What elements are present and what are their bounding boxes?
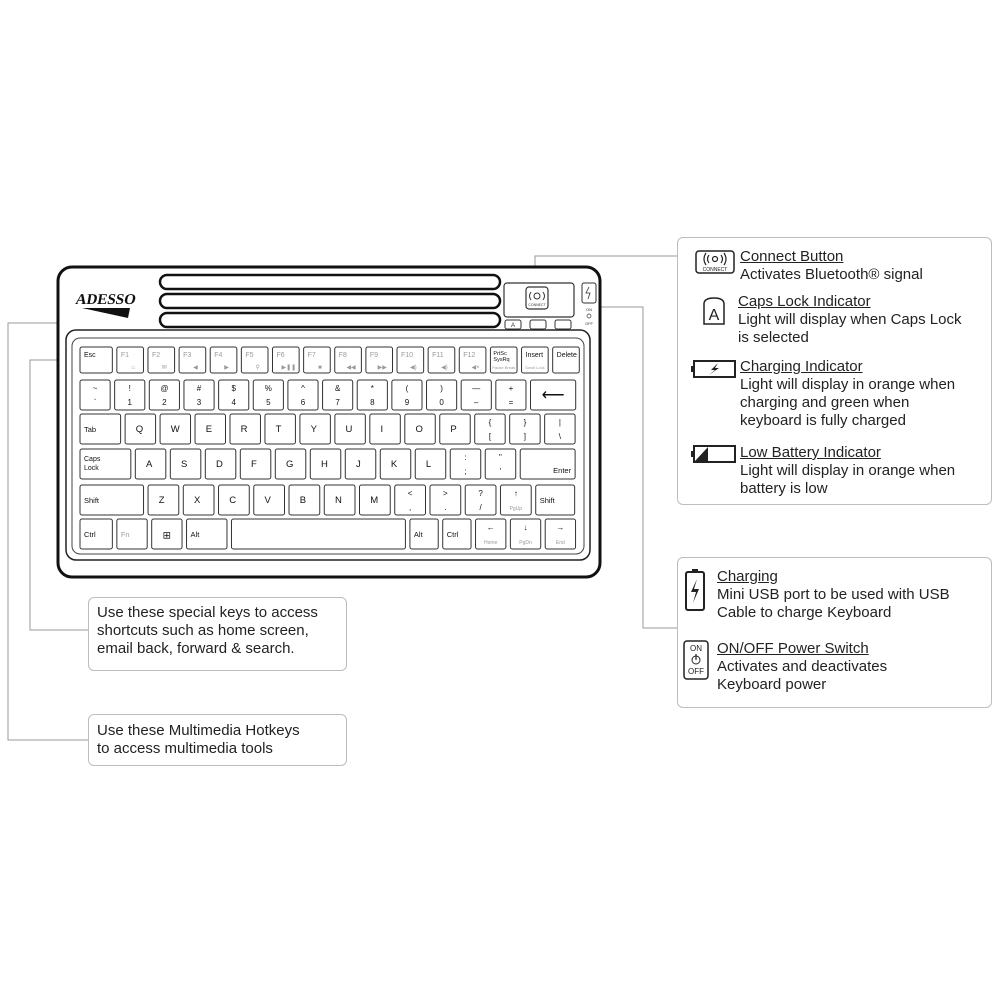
svg-text:A: A: [510, 323, 516, 329]
low-battery-icon: [691, 445, 737, 468]
special-keys-callout-box: [88, 597, 347, 671]
indicators-callout-box: [677, 237, 992, 505]
key[interactable]: [219, 485, 250, 515]
key-text: PgUp: [509, 506, 523, 512]
key[interactable]: [475, 414, 505, 444]
key-text: G: [285, 459, 294, 470]
key-text: S: [180, 459, 188, 470]
charging-port-item: [717, 568, 950, 622]
key-text: 4: [231, 398, 236, 407]
key-text: Lock: [84, 465, 99, 472]
key[interactable]: [410, 519, 438, 549]
key[interactable]: [219, 380, 249, 410]
low-battery-item: [740, 444, 955, 498]
key[interactable]: [427, 380, 457, 410]
key-text: H: [320, 459, 328, 470]
key-text: X: [194, 495, 201, 506]
key-text: F5: [245, 352, 254, 359]
key[interactable]: [152, 519, 182, 549]
key-text: /: [479, 503, 482, 512]
key[interactable]: [370, 414, 400, 444]
key-text: ✉: [161, 365, 167, 371]
key-cap: [117, 347, 144, 373]
key-text: <: [407, 489, 413, 498]
key[interactable]: [520, 449, 575, 479]
key-text: F3: [183, 352, 192, 359]
key[interactable]: [510, 519, 540, 549]
key-text: →: [556, 523, 565, 532]
key-text: ▶: [224, 365, 229, 371]
key[interactable]: [117, 519, 147, 549]
key[interactable]: [357, 380, 387, 410]
key-text: L: [425, 459, 432, 470]
key-text: ◀): [410, 365, 417, 371]
key[interactable]: [496, 380, 526, 410]
key-text: Delete: [556, 352, 577, 359]
key-text: U: [345, 424, 353, 435]
key-text: ^: [301, 384, 305, 393]
key[interactable]: [187, 519, 227, 549]
key-text: Z: [158, 495, 165, 506]
key[interactable]: [117, 347, 144, 373]
key-text: T: [275, 424, 282, 435]
key-text: ?: [478, 489, 483, 498]
key[interactable]: [80, 347, 112, 373]
key[interactable]: [205, 449, 235, 479]
key-text: Caps: [84, 456, 101, 463]
key-text: $: [231, 384, 236, 393]
key[interactable]: [536, 485, 575, 515]
key-text: 8: [370, 398, 375, 407]
key-text: B: [299, 495, 307, 506]
indicator-leds: [505, 320, 571, 329]
key-cap: [370, 414, 400, 444]
key-text: Alt: [413, 530, 423, 539]
special-keys-text-3: email back, forward & search.: [97, 640, 295, 657]
key-text: ]: [523, 432, 527, 441]
svg-text:CONNECT: CONNECT: [528, 303, 546, 307]
key[interactable]: [440, 414, 470, 444]
charging-indicator-desc-3: keyboard is fully charged: [740, 412, 906, 429]
key-text: P: [450, 424, 457, 435]
key[interactable]: [125, 414, 155, 444]
key[interactable]: [115, 380, 145, 410]
charging-battery-icon: [691, 360, 737, 383]
key-text: Alt: [190, 530, 200, 539]
key-text: V: [264, 495, 271, 506]
key[interactable]: [80, 380, 110, 410]
key-text: F12: [463, 352, 476, 359]
key-text: ◀×: [471, 365, 480, 371]
charging-indicator-item: [740, 358, 955, 430]
key[interactable]: [397, 347, 424, 373]
key-text: %: [264, 384, 272, 393]
key[interactable]: [545, 414, 575, 444]
key-text: 7: [335, 398, 340, 407]
key[interactable]: [345, 449, 375, 479]
key[interactable]: [241, 347, 268, 373]
key-text: ): [440, 384, 443, 393]
key[interactable]: [380, 449, 410, 479]
key[interactable]: [183, 485, 214, 515]
key-text: `: [93, 398, 97, 407]
key[interactable]: [461, 380, 491, 410]
key[interactable]: [170, 449, 200, 479]
key[interactable]: [289, 485, 320, 515]
caps-lock-icon: [702, 296, 726, 331]
key-text: ↑: [513, 489, 518, 498]
key[interactable]: [459, 347, 486, 373]
key-cap: [231, 519, 405, 549]
key-text: ■: [318, 365, 322, 371]
key-text: W: [170, 424, 180, 435]
key[interactable]: [545, 519, 575, 549]
key-text: #: [196, 384, 202, 393]
key[interactable]: [310, 449, 340, 479]
key[interactable]: [184, 380, 214, 410]
svg-text:CONNECT: CONNECT: [702, 267, 728, 273]
key[interactable]: [430, 485, 461, 515]
key-text: Esc: [84, 352, 96, 359]
key[interactable]: [149, 380, 179, 410]
key-text: F9: [369, 352, 379, 359]
key-text: N: [335, 495, 342, 506]
key-text: =: [508, 398, 514, 407]
key-text: ⊞: [162, 530, 172, 542]
multimedia-callout-box: [88, 714, 347, 766]
key[interactable]: [395, 485, 426, 515]
key-text: ;: [464, 467, 467, 476]
key-text: Tab: [84, 425, 97, 434]
key-text: ⚲: [255, 365, 260, 371]
key-text: ▶❚❚: [281, 365, 297, 371]
key[interactable]: [323, 380, 353, 410]
key-text: C: [229, 495, 237, 506]
key-text: Shift: [539, 496, 555, 505]
key[interactable]: [443, 519, 471, 549]
key[interactable]: [335, 347, 362, 373]
key[interactable]: [195, 414, 225, 444]
key[interactable]: [80, 449, 131, 479]
key-text: ↓: [523, 523, 528, 532]
key[interactable]: [254, 485, 285, 515]
key-text: ~: [92, 384, 98, 393]
key-text: SysRq: [493, 357, 510, 363]
device-stand-slots: [160, 275, 500, 327]
key-cap: [80, 347, 112, 373]
charging-port-desc-2: Cable to charge Keyboard: [717, 604, 892, 621]
key-text: J: [355, 459, 361, 470]
key-text: ◀: [193, 365, 198, 371]
svg-text:OFF: OFF: [585, 321, 593, 326]
key[interactable]: [500, 485, 531, 515]
key-text: .: [444, 503, 447, 512]
key-cap: [553, 347, 580, 373]
caps-lock-item: [738, 293, 961, 347]
key[interactable]: [300, 414, 330, 444]
key[interactable]: [135, 449, 165, 479]
key-text: *: [370, 384, 374, 393]
svg-text:ON: ON: [586, 307, 592, 312]
key-text: |: [558, 418, 561, 427]
key-text: R: [240, 424, 248, 435]
key-text: 5: [266, 398, 271, 407]
key[interactable]: [360, 485, 391, 515]
key-text: F2: [151, 352, 161, 359]
key-text: F11: [432, 352, 444, 359]
key[interactable]: [179, 347, 206, 373]
key-text: PrtSc: [493, 351, 507, 357]
key-text: 2: [162, 398, 167, 407]
special-keys-text-1: Use these special keys to access: [97, 604, 318, 621]
key-text: @: [160, 384, 169, 393]
key[interactable]: [335, 414, 365, 444]
key[interactable]: [490, 347, 517, 373]
charging-port-desc-1: Mini USB port to be used with USB: [717, 586, 950, 603]
key-text: F6: [276, 352, 285, 359]
key[interactable]: [265, 414, 295, 444]
key-text: 1: [127, 398, 132, 407]
key[interactable]: [392, 380, 422, 410]
key[interactable]: [230, 414, 260, 444]
key-text: 0: [439, 398, 444, 407]
key-text: I: [380, 424, 384, 435]
key-text: Y: [310, 424, 317, 435]
key[interactable]: [148, 347, 175, 373]
key-text: [: [488, 432, 492, 441]
key-cap: [80, 449, 131, 479]
key-text: ,: [408, 503, 412, 512]
key[interactable]: [288, 380, 318, 410]
multimedia-text-2: to access multimedia tools: [97, 740, 273, 757]
power-switch-desc-2: Keyboard power: [717, 676, 827, 693]
key[interactable]: [428, 347, 455, 373]
key-text: ▶▶: [377, 365, 387, 371]
special-keys-text-2: shortcuts such as home screen,: [97, 622, 309, 639]
multimedia-text-1: Use these Multimedia Hotkeys: [97, 722, 300, 739]
key-text: F7: [307, 352, 316, 359]
key-text: E: [205, 424, 213, 435]
caps-lock-desc-1: Light will display when Caps Lock: [738, 311, 962, 328]
svg-text:OFF: OFF: [688, 667, 704, 676]
key-text: F1: [120, 352, 130, 359]
key-text: F8: [338, 352, 347, 359]
key[interactable]: [366, 347, 393, 373]
connect-button[interactable]: [504, 283, 574, 317]
key-text: Insert: [525, 352, 544, 359]
key[interactable]: [485, 449, 515, 479]
key-text: Shift: [84, 496, 100, 505]
key-text: :: [464, 453, 467, 462]
key[interactable]: [530, 380, 575, 410]
key-text: 9: [404, 398, 410, 407]
key[interactable]: [231, 519, 405, 549]
key-text: F: [250, 459, 257, 470]
key-text: Enter: [553, 466, 572, 475]
key-text: 3: [196, 398, 202, 407]
key-text: +: [508, 384, 514, 393]
key[interactable]: [148, 485, 179, 515]
caps-lock-desc-2: is selected: [738, 329, 809, 346]
key[interactable]: [553, 347, 580, 373]
key[interactable]: [240, 449, 270, 479]
key-text: A: [145, 459, 153, 470]
key-text: F4: [214, 352, 223, 359]
key[interactable]: [272, 347, 299, 373]
key[interactable]: [80, 485, 144, 515]
key-text: ": [499, 453, 502, 462]
charging-port-title: Charging: [717, 568, 778, 585]
power-switch-desc-1: Activates and deactivates: [717, 658, 888, 675]
key-text: PgDn: [519, 540, 532, 546]
key-text: Ctrl: [446, 530, 459, 539]
key-text: Scroll Lock: [525, 365, 545, 370]
low-battery-desc-1: Light will display in orange when: [740, 462, 956, 479]
low-battery-desc-2: battery is low: [740, 480, 828, 497]
key[interactable]: [415, 449, 445, 479]
connect-icon: [695, 250, 735, 279]
key[interactable]: [405, 414, 435, 444]
key-text: O: [415, 424, 423, 435]
key[interactable]: [450, 449, 480, 479]
key[interactable]: [476, 519, 506, 549]
caps-lock-title: Caps Lock Indicator: [738, 293, 871, 310]
power-callout-box: [677, 557, 992, 708]
power-switch-title: ON/OFF Power Switch: [717, 640, 869, 657]
charging-indicator-title: Charging Indicator: [740, 358, 863, 375]
key-text: End: [555, 540, 565, 546]
connect-button-item: [740, 248, 923, 284]
charging-indicator-desc-2: charging and green when: [740, 394, 910, 411]
key-text: &: [334, 384, 341, 393]
charging-indicator-desc-1: Light will display in orange when: [740, 376, 956, 393]
svg-text:ADESSO: ADESSO: [74, 292, 138, 308]
key-text: ◀): [441, 365, 448, 371]
key-text: ◀◀: [346, 365, 356, 371]
svg-text:A: A: [708, 307, 720, 324]
key-text: ⟵: [541, 386, 565, 404]
key-text: ⌂: [131, 365, 135, 371]
key-text: M: [370, 495, 379, 506]
power-switch-item: [717, 640, 887, 694]
key-text: {: [488, 418, 492, 427]
key[interactable]: [275, 449, 305, 479]
key-text: Fn: [120, 530, 130, 539]
key[interactable]: [324, 485, 355, 515]
connect-button-desc: Activates Bluetooth® signal: [740, 266, 923, 283]
key-text: Pause Break: [492, 365, 516, 370]
key[interactable]: [80, 414, 121, 444]
connect-button-title: Connect Button: [740, 248, 844, 265]
key-text: 6: [300, 398, 306, 407]
key-text: >: [443, 489, 448, 498]
key-text: ←: [486, 523, 495, 532]
usb-charging-icon: [684, 568, 706, 617]
key-text: Ctrl: [84, 530, 96, 539]
key-text: Home: [484, 540, 498, 546]
key-cap: [304, 347, 331, 373]
key[interactable]: [522, 347, 549, 373]
key[interactable]: [304, 347, 331, 373]
key-text: (: [405, 384, 409, 393]
key-text: ': [499, 467, 502, 476]
key[interactable]: [253, 380, 283, 410]
key-text: F10: [401, 352, 414, 359]
key-text: Q: [135, 424, 144, 435]
key[interactable]: [160, 414, 190, 444]
key-text: –: [474, 398, 479, 407]
key-text: D: [215, 459, 223, 470]
key-text: !: [128, 384, 131, 393]
key[interactable]: [510, 414, 540, 444]
key-text: K: [390, 459, 398, 470]
key[interactable]: [80, 519, 112, 549]
key-text: —: [472, 384, 481, 393]
key[interactable]: [210, 347, 237, 373]
key[interactable]: [465, 485, 496, 515]
key-text: \: [558, 432, 561, 441]
low-battery-title: Low Battery Indicator: [740, 444, 881, 461]
power-switch-icon: [683, 640, 709, 685]
svg-text:ON: ON: [690, 644, 702, 653]
key-text: }: [523, 418, 527, 427]
